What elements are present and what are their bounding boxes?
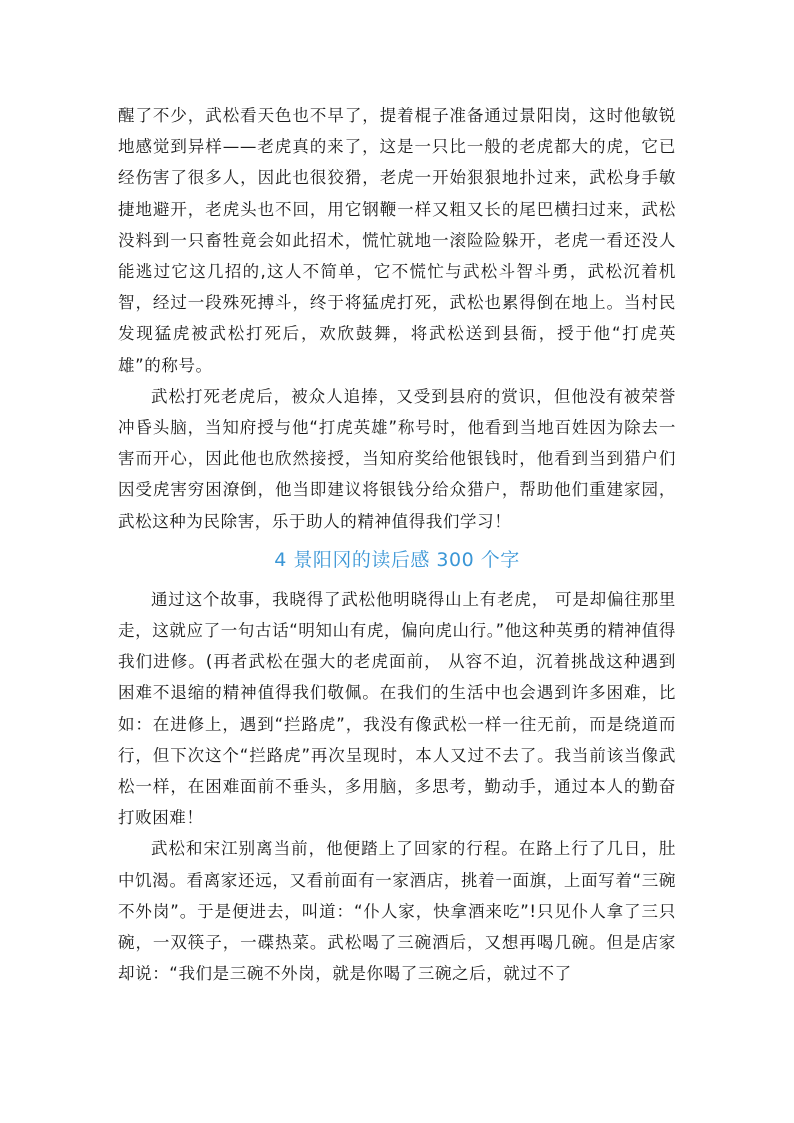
section-heading: 4 景阳冈的读后感 300 个字 xyxy=(274,548,520,571)
paragraph-after-tiger: 武松打死老虎后，被众人追捧，又受到县府的赏识，但他没有被荣誉冲昏头脑，当知府授与他“打虎英雄”称号时，他看到当地百姓因为除去一害而开心，因此他也欣然接授，当知府奖给他银钱时，他看到当到猎户们因受虎害穷困潦倒，他当即建议将银钱分给众猎户，帮助他们重建家园，武松这种为民除害，乐于助人的精神值得我们学习！ xyxy=(118,386,676,531)
paragraph-continuation: 醒了不少，武松看天色也不早了，提着棍子准备通过景阳岗，这时他敏锐地感觉到异样——老虎真的来了，这是一只比一般的老虎都大的虎，它已经伤害了很多人，因此也很狡猾，老虎一开始狠狠地扑过来，武松身手敏捷地避开，老虎头也不回，用它钢鞭一样又粗又长的尾巴横扫过来，武松没料到一只畜牲竟会如此招术，慌忙就地一滚险险躲开，老虎一看还没人能逃过它这几招的,这人不简单，它不慌忙与武松斗智斗勇，武松沉着机智，经过一段殊死搏斗，终于将猛虎打死，武松也累得倒在地上。当村民发现猛虎被武松打死后，欢欣鼓舞，将武松送到县衙，授于他“打虎英雄”的称号。 xyxy=(118,106,676,375)
document-body xyxy=(118,100,676,989)
paragraph-story-lesson: 通过这个故事，我晓得了武松他明晓得山上有老虎， 可是却偏往那里走，这就应了一句古话“明知山有虎，偏向虎山行。”他这种英勇的精神值得我们进修。(再者武松在强大的老虎面前， 从容不迫，沉着挑战这种遇到困难不退缩的精神值得我们敬佩。在我们的生活中也会遇到许多困难，比如：在进修上，遇到“拦路虎”，我没有像武松一样一往无前，而是绕道而行，但下次这个“拦路虎”再次呈现时，本人又过不去了。我当前该当像武松一样，在困难面前不垂头，多用脑，多思考，勤动手，通过本人的勤奋打败困难！ xyxy=(118,589,676,828)
paragraph-journey-home: 武松和宋江别离当前，他便踏上了回家的行程。在路上行了几日，肚中饥渴。看离家还远，又看前面有一家酒店，挑着一面旗，上面写着“三碗不外岗”。于是便进去，叫道：“仆人家，快拿酒来吃”!只见仆人拿了三只碗，一双筷子，一碟热菜。武松喝了三碗酒后，又想再喝几碗。但是店家却说：“我们是三碗不外岗，就是你喝了三碗之后，就过不了 xyxy=(118,839,676,984)
